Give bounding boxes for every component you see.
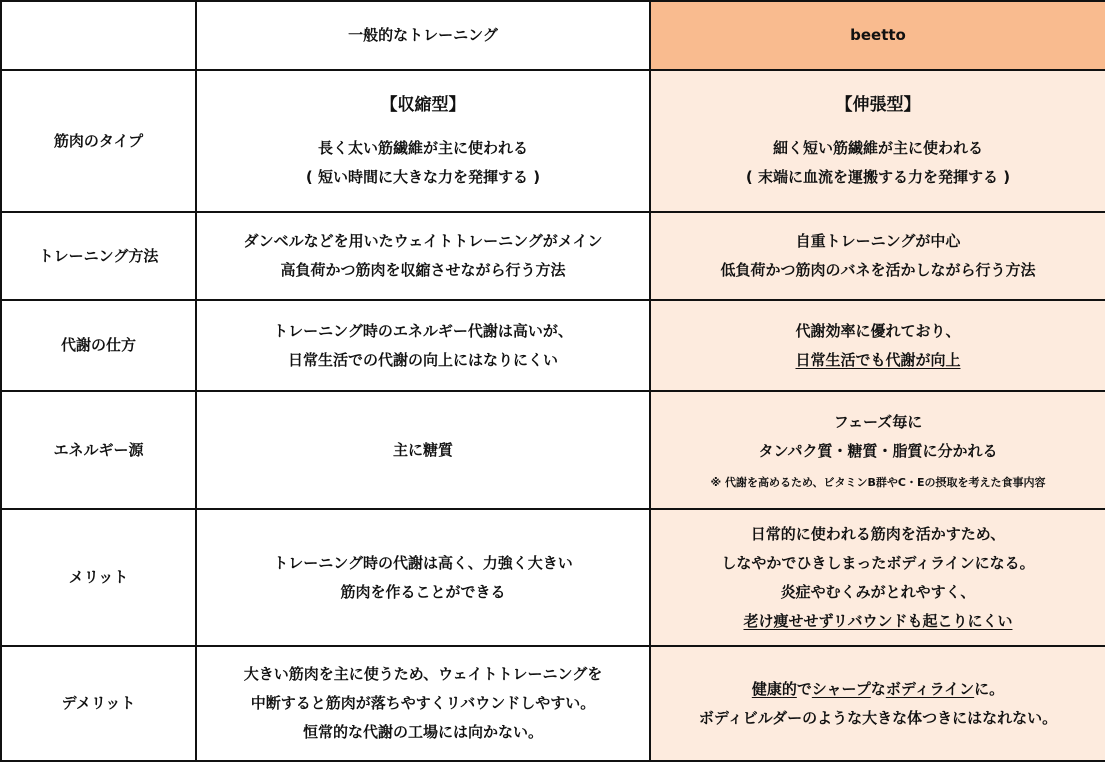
- row-label-demerit: デメリット: [1, 646, 196, 761]
- general-merit-line-2: 筋肉を作ることができる: [340, 582, 506, 601]
- row-label-energy-source: エネルギー源: [1, 391, 196, 509]
- general-muscle-type-line-2: ( 短い時間に大きな力を発揮する ): [305, 167, 541, 186]
- header-beetto: beetto: [650, 1, 1105, 70]
- beetto-merit-line-3: 炎症やむくみがとれやすく、: [780, 582, 976, 601]
- beetto-metabolism-underlined: 日常生活でも代謝が向上: [795, 350, 961, 369]
- general-metabolism-line-1: トレーニング時のエネルギー代謝は高いが、: [273, 321, 573, 340]
- beetto-demerit: [650, 646, 1105, 761]
- general-muscle-type: [196, 70, 650, 212]
- general-metabolism-line-2: 日常生活での代謝の向上にはなりにくい: [287, 350, 558, 369]
- general-demerit: [196, 646, 650, 761]
- general-training-method-line-2: 高負荷かつ筋肉を収縮させながら行う方法: [280, 261, 566, 279]
- beetto-demerit-underlined-sharp: シャープ: [811, 679, 871, 698]
- beetto-demerit-line-1: [657, 675, 1099, 704]
- beetto-merit: [650, 509, 1105, 646]
- row-metabolism: [1, 300, 1105, 391]
- row-label-metabolism: 代謝の仕方: [1, 300, 196, 391]
- beetto-demerit-plain-a: で: [796, 679, 812, 698]
- beetto-energy-source: [650, 391, 1105, 509]
- beetto-energy-source-line-1: フェーズ毎に: [833, 413, 923, 431]
- beetto-metabolism-line-1: 代謝効率に優れており、: [795, 321, 961, 340]
- beetto-muscle-type: [650, 70, 1105, 212]
- general-training-method: [196, 212, 650, 300]
- row-label-muscle-type: 筋肉のタイプ: [1, 70, 196, 212]
- beetto-demerit-plain-c: に。: [974, 679, 1005, 698]
- row-merit: [1, 509, 1105, 646]
- header-row: [1, 1, 1105, 70]
- beetto-muscle-type-heading: 【伸張型】: [835, 94, 921, 115]
- general-merit: [196, 509, 650, 646]
- row-energy-source: [1, 391, 1105, 509]
- row-training-method: [1, 212, 1105, 300]
- general-muscle-type-line-1: 長く太い筋繊維が主に使われる: [317, 138, 528, 157]
- beetto-merit-line-2: しなやかでひきしまったボディラインになる。: [721, 553, 1035, 572]
- beetto-training-method-line-1: 自重トレーニングが中心: [795, 232, 961, 250]
- beetto-metabolism: [650, 300, 1105, 391]
- beetto-muscle-type-line-2: ( 末端に血流を運搬する力を発揮する ): [745, 167, 1011, 186]
- general-training-method-line-1: ダンベルなどを用いたウェイトトレーニングがメイン: [243, 232, 603, 250]
- beetto-energy-source-line-2: タンパク質・糖質・脂質に分かれる: [758, 442, 998, 460]
- general-merit-line-1: トレーニング時の代謝は高く、力強く大きい: [273, 553, 573, 572]
- beetto-muscle-type-line-1: 細く短い筋繊維が主に使われる: [772, 138, 983, 157]
- beetto-energy-source-note: ※ 代謝を高めるため、ビタミンB群やC・Eの摂取を考えた食事内容: [710, 476, 1046, 489]
- general-muscle-type-heading: 【収縮型】: [380, 94, 466, 115]
- general-energy-source-line-1: 主に糖質: [392, 440, 453, 459]
- beetto-demerit-plain-b: な: [870, 679, 886, 698]
- header-general: 一般的なトレーニング: [196, 1, 650, 70]
- beetto-demerit-underlined-healthy: 健康的: [751, 679, 797, 698]
- general-demerit-line-2: 中断すると筋肉が落ちやすくリバウンドしやすい。: [250, 694, 596, 712]
- beetto-training-method-line-2: 低負荷かつ筋肉のバネを活かしながら行う方法: [720, 261, 1036, 279]
- beetto-training-method: [650, 212, 1105, 300]
- beetto-merit-underlined: 老け痩せせずリバウンドも起こりにくい: [743, 611, 1013, 630]
- general-energy-source: [196, 391, 650, 509]
- header-blank-cell: [1, 1, 196, 70]
- row-label-merit: メリット: [1, 509, 196, 646]
- row-label-training-method: トレーニング方法: [1, 212, 196, 300]
- beetto-merit-line-1: 日常的に使われる筋肉を活かすため、: [750, 524, 1006, 543]
- row-demerit: [1, 646, 1105, 761]
- general-metabolism: [196, 300, 650, 391]
- beetto-demerit-line-2: ボディビルダーのような大きな体つきにはなれない。: [698, 708, 1058, 727]
- general-demerit-line-3: 恒常的な代謝の工場には向かない。: [302, 723, 543, 741]
- row-muscle-type: [1, 70, 1105, 212]
- general-demerit-line-1: 大きい筋肉を主に使うため、ウェイトトレーニングを: [243, 665, 603, 683]
- beetto-demerit-underlined-bodyline: ボディライン: [885, 679, 975, 698]
